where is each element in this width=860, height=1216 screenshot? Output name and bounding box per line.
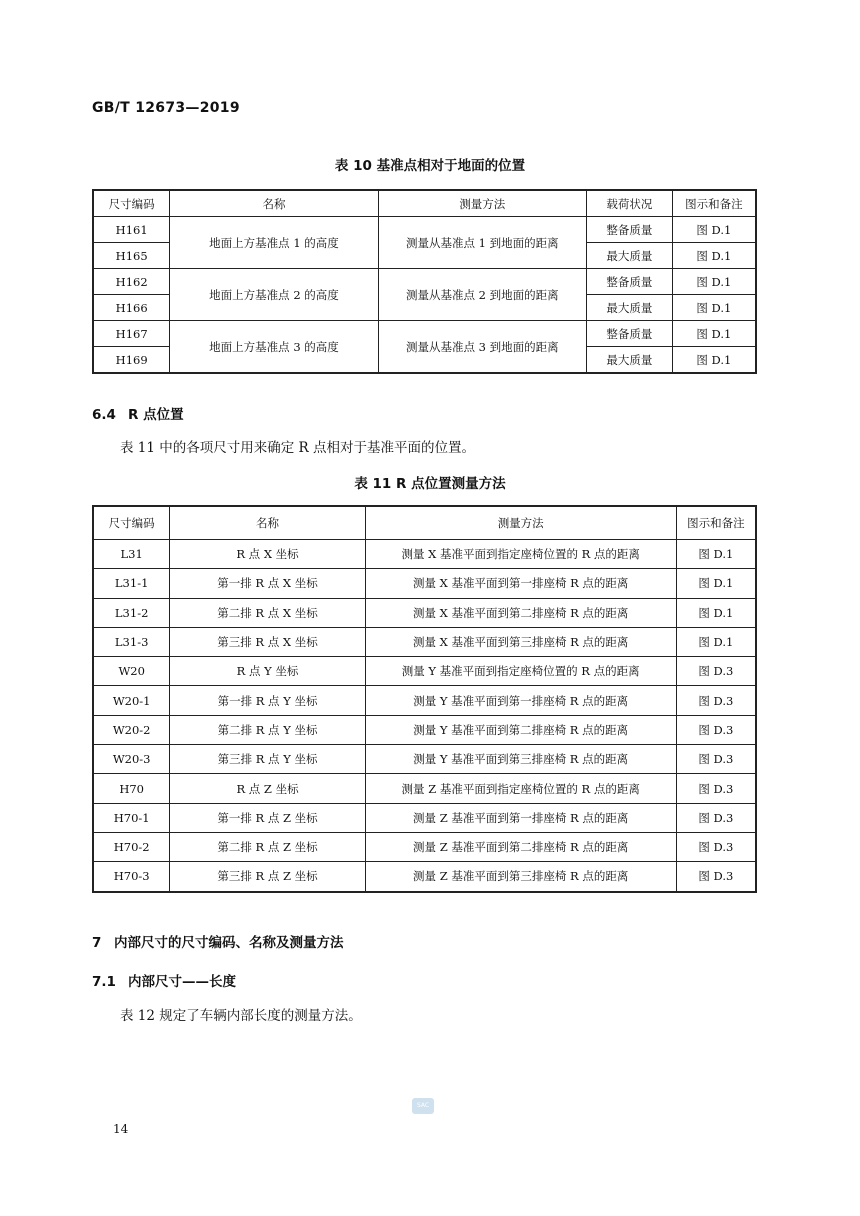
table10-header-cell: 测量方法	[378, 190, 586, 217]
dimension-code: W20	[93, 657, 170, 686]
dimension-code: H165	[93, 243, 170, 269]
section-6-4-heading	[92, 403, 184, 423]
table-row	[93, 321, 756, 347]
load-condition: 最大质量	[586, 243, 672, 269]
dimension-name: 地面上方基准点 2 的高度	[170, 269, 378, 321]
measurement-method: 测量从基准点 1 到地面的距离	[378, 217, 586, 269]
dimension-name: 第三排 R 点 Z 坐标	[170, 862, 365, 892]
table-row	[93, 598, 756, 627]
dimension-name: 第三排 R 点 Y 坐标	[170, 745, 365, 774]
load-condition: 整备质量	[586, 269, 672, 295]
figure-note: 图 D.1	[676, 540, 756, 569]
figure-note: 图 D.3	[676, 832, 756, 861]
dimension-code: H70	[93, 774, 170, 803]
dimension-name: 第二排 R 点 Z 坐标	[170, 832, 365, 861]
dimension-name: 第一排 R 点 Y 坐标	[170, 686, 365, 715]
table-row	[93, 627, 756, 656]
figure-note: 图 D.1	[676, 627, 756, 656]
load-condition: 最大质量	[586, 347, 672, 374]
table-row	[93, 774, 756, 803]
figure-note: 图 D.3	[676, 803, 756, 832]
dimension-name: 第三排 R 点 X 坐标	[170, 627, 365, 656]
table10-header-row	[93, 190, 756, 217]
table-row	[93, 569, 756, 598]
measurement-method: 测量 Y 基准平面到指定座椅位置的 R 点的距离	[365, 657, 676, 686]
dimension-code: L31-3	[93, 627, 170, 656]
sac-watermark-logo	[412, 1098, 434, 1114]
dimension-code: L31	[93, 540, 170, 569]
section-7-1-heading	[92, 970, 236, 990]
figure-note: 图 D.1	[672, 243, 756, 269]
figure-note: 图 D.3	[676, 862, 756, 892]
table11-header-cell: 测量方法	[365, 506, 676, 540]
dimension-name: 第二排 R 点 X 坐标	[170, 598, 365, 627]
measurement-method: 测量 Y 基准平面到第二排座椅 R 点的距离	[365, 715, 676, 744]
dimension-name: 第一排 R 点 Z 坐标	[170, 803, 365, 832]
dimension-code: H162	[93, 269, 170, 295]
sac-watermark-text: SAC	[416, 1102, 430, 1109]
measurement-method: 测量 X 基准平面到第三排座椅 R 点的距离	[365, 627, 676, 656]
dimension-code: W20-1	[93, 686, 170, 715]
dimension-code: L31-1	[93, 569, 170, 598]
dimension-name: 第一排 R 点 X 坐标	[170, 569, 365, 598]
dimension-code: H161	[93, 217, 170, 243]
table10-header-cell: 图示和备注	[672, 190, 756, 217]
dimension-code: H169	[93, 347, 170, 374]
dimension-code: H167	[93, 321, 170, 347]
table10-header-cell: 名称	[170, 190, 378, 217]
dimension-code: W20-3	[93, 745, 170, 774]
dimension-name: R 点 X 坐标	[170, 540, 365, 569]
table10-header-cell: 载荷状况	[586, 190, 672, 217]
measurement-method: 测量 X 基准平面到第一排座椅 R 点的距离	[365, 569, 676, 598]
figure-note: 图 D.3	[676, 657, 756, 686]
table11-header-cell: 图示和备注	[676, 506, 756, 540]
dimension-code: H70-3	[93, 862, 170, 892]
section-title: R 点位置	[128, 407, 184, 423]
measurement-method: 测量 X 基准平面到指定座椅位置的 R 点的距离	[365, 540, 676, 569]
section-7-heading	[92, 931, 344, 951]
section-number: 6.4	[92, 407, 116, 423]
figure-note: 图 D.1	[672, 347, 756, 374]
dimension-code: H166	[93, 295, 170, 321]
figure-note: 图 D.1	[672, 295, 756, 321]
table-row	[93, 832, 756, 861]
figure-note: 图 D.1	[676, 598, 756, 627]
measurement-method: 测量 Z 基准平面到第一排座椅 R 点的距离	[365, 803, 676, 832]
dimension-name: 第二排 R 点 Y 坐标	[170, 715, 365, 744]
figure-note: 图 D.3	[676, 715, 756, 744]
figure-note: 图 D.1	[672, 217, 756, 243]
measurement-method: 测量 Z 基准平面到第二排座椅 R 点的距离	[365, 832, 676, 861]
table10-header-cell: 尺寸编码	[93, 190, 170, 217]
load-condition: 最大质量	[586, 295, 672, 321]
measurement-method: 测量从基准点 2 到地面的距离	[378, 269, 586, 321]
figure-note: 图 D.1	[672, 269, 756, 295]
figure-note: 图 D.1	[676, 569, 756, 598]
dimension-name: R 点 Y 坐标	[170, 657, 365, 686]
dimension-code: L31-2	[93, 598, 170, 627]
table11-caption: 表 11 R 点位置测量方法	[354, 476, 506, 492]
figure-note: 图 D.3	[676, 686, 756, 715]
measurement-method: 测量 Y 基准平面到第一排座椅 R 点的距离	[365, 686, 676, 715]
figure-note: 图 D.3	[676, 745, 756, 774]
measurement-method: 测量 Z 基准平面到指定座椅位置的 R 点的距离	[365, 774, 676, 803]
dimension-name: 地面上方基准点 3 的高度	[170, 321, 378, 374]
table-row	[93, 217, 756, 243]
section-number: 7	[92, 935, 102, 951]
figure-note: 图 D.3	[676, 774, 756, 803]
table11	[92, 505, 757, 893]
table10-caption: 表 10 基准点相对于地面的位置	[334, 158, 526, 174]
table-row	[93, 862, 756, 892]
table-row	[93, 657, 756, 686]
table-row	[93, 686, 756, 715]
dimension-name: 地面上方基准点 1 的高度	[170, 217, 378, 269]
measurement-method: 测量从基准点 3 到地面的距离	[378, 321, 586, 374]
dimension-code: W20-2	[93, 715, 170, 744]
section-7-1-paragraph: 表 12 规定了车辆内部长度的测量方法。	[120, 1008, 362, 1024]
load-condition: 整备质量	[586, 217, 672, 243]
table11-header-cell: 名称	[170, 506, 365, 540]
table-row	[93, 715, 756, 744]
table-row	[93, 745, 756, 774]
page-number: 14	[113, 1122, 129, 1136]
measurement-method: 测量 Y 基准平面到第三排座椅 R 点的距离	[365, 745, 676, 774]
table11-header-row	[93, 506, 756, 540]
table10	[92, 189, 757, 374]
measurement-method: 测量 X 基准平面到第二排座椅 R 点的距离	[365, 598, 676, 627]
load-condition: 整备质量	[586, 321, 672, 347]
dimension-code: H70-1	[93, 803, 170, 832]
section-title: 内部尺寸的尺寸编码、名称及测量方法	[114, 935, 344, 951]
table-row	[93, 803, 756, 832]
figure-note: 图 D.1	[672, 321, 756, 347]
section-title: 内部尺寸——长度	[128, 974, 236, 990]
table-row	[93, 269, 756, 295]
standard-code: GB/T 12673—2019	[92, 100, 240, 116]
table-row	[93, 540, 756, 569]
section-number: 7.1	[92, 974, 116, 990]
dimension-code: H70-2	[93, 832, 170, 861]
measurement-method: 测量 Z 基准平面到第三排座椅 R 点的距离	[365, 862, 676, 892]
table11-header-cell: 尺寸编码	[93, 506, 170, 540]
section-6-4-paragraph: 表 11 中的各项尺寸用来确定 R 点相对于基准平面的位置。	[120, 440, 476, 456]
dimension-name: R 点 Z 坐标	[170, 774, 365, 803]
